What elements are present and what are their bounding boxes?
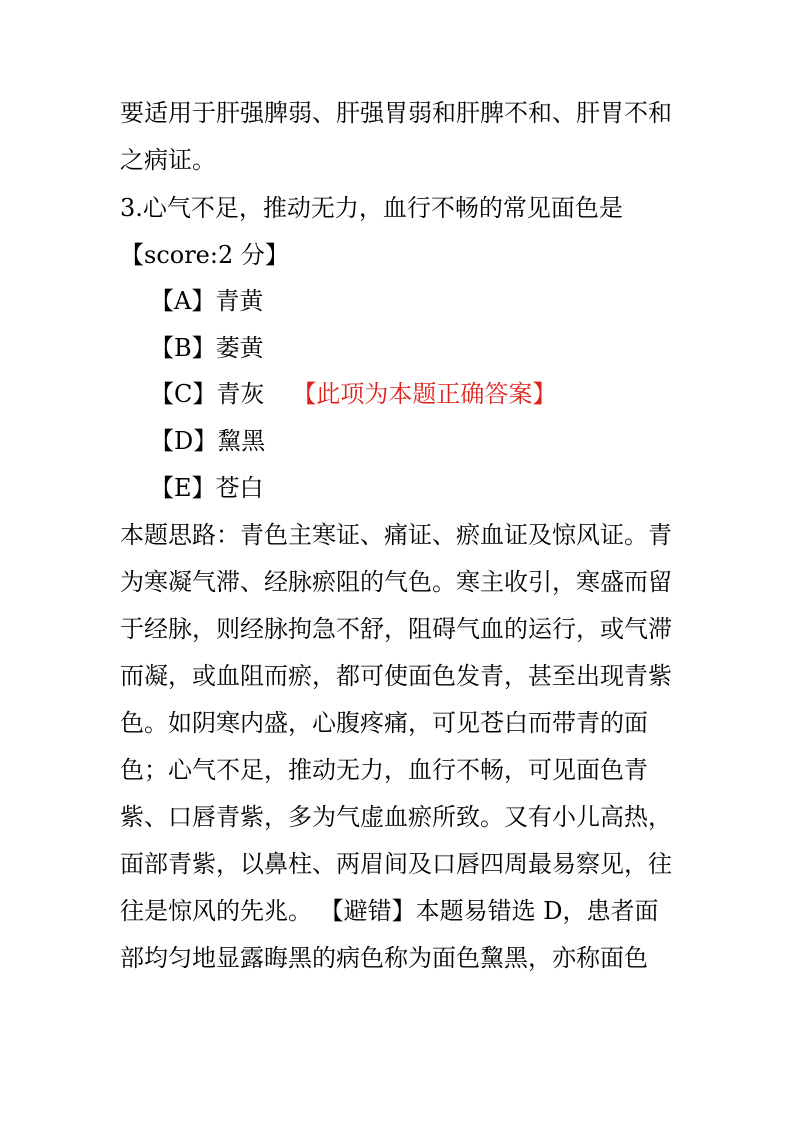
option-d: [150, 426, 265, 456]
question-score: 【score:2 分】: [120, 241, 289, 269]
option-a-text: 青黄: [215, 287, 264, 315]
explanation-line-6: 色；心气不足，推动无力，血行不畅，可见面色青: [120, 756, 648, 784]
explanation-line-5: 色。如阴寒内盛，心腹疼痛，可见苍白而带青的面: [120, 709, 648, 737]
option-e-label: 【E】: [150, 474, 216, 502]
explanation-line-10: 部均匀地显露晦黑的病色称为面色黧黑，亦称面色: [120, 944, 648, 972]
question-text: 3.心气不足，推动无力，血行不畅的常见面色是: [120, 194, 623, 222]
option-a-label: 【A】: [150, 287, 216, 315]
explanation-line-7: 紫、口唇青紫，多为气虚血瘀所致。又有小儿高热，: [120, 803, 672, 831]
explanation-line-2: 为寒凝气滞、经脉瘀阻的气色。寒主收引，寒盛而留: [120, 568, 672, 596]
explanation-line-9: 往是惊风的先兆。 【避错】本题易错选 D，患者面: [120, 897, 659, 925]
option-b: [150, 333, 264, 363]
explanation-line-3: 于经脉，则经脉拘急不舒，阻碍气血的运行，或气滞: [120, 615, 672, 643]
option-e-text: 苍白: [215, 474, 264, 502]
correct-answer-mark: 【此项为本题正确答案】: [292, 380, 557, 408]
intro-line-1: 要适用于肝强脾弱、肝强胃弱和肝脾不和、肝胃不和: [120, 99, 672, 127]
option-e: [150, 473, 264, 503]
explanation-line-4: 而凝，或血阻而瘀，都可使面色发青，甚至出现青紫: [120, 662, 672, 690]
explanation-line-8: 面部青紫，以鼻柱、两眉间及口唇四周最易察见，往: [120, 850, 672, 878]
option-b-text: 萎黄: [215, 334, 264, 362]
option-a: [150, 286, 263, 316]
option-d-text: 黧黑: [217, 427, 266, 455]
option-c: [150, 379, 556, 409]
explanation-line-1: 本题思路：青色主寒证、痛证、瘀血证及惊风证。青: [120, 521, 672, 549]
option-c-label: 【C】: [150, 380, 217, 408]
intro-line-2: 之病证。: [120, 146, 216, 174]
option-d-label: 【D】: [150, 427, 218, 455]
option-c-text: 青灰: [216, 380, 265, 408]
option-b-label: 【B】: [150, 334, 216, 362]
